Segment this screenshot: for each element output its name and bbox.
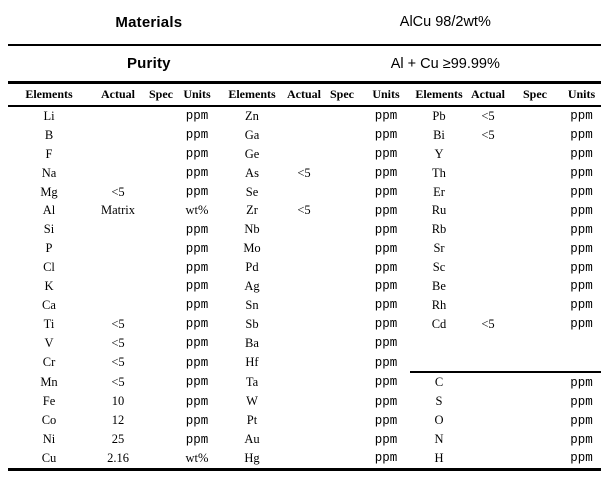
spec-cell-g2 (322, 411, 362, 430)
actual-value-cell-g1 (90, 145, 146, 164)
actual-value-cell-g3 (468, 449, 508, 468)
units-cell-g1: ppm (185, 375, 209, 390)
element-symbol-cell-g2: Hf (245, 355, 259, 370)
units-cell-g3: ppm (570, 185, 593, 199)
element-symbol-cell-g3: Rb (431, 222, 447, 237)
units-cell-g2: ppm (374, 432, 398, 447)
units-cell-g2: ppm (374, 298, 398, 313)
element-symbol-cell-g1: F (45, 146, 53, 161)
spec-cell-g3 (508, 145, 562, 164)
spec-cell-g2 (322, 126, 362, 145)
units-cell-g2: ppm (374, 260, 398, 275)
column-header-units-g1: Units (176, 84, 218, 106)
element-symbol-cell-g3: Pb (432, 108, 446, 123)
column-header-elements-g3: Elements (410, 84, 468, 106)
actual-value-cell-g3 (468, 201, 508, 220)
spec-cell-g2 (322, 277, 362, 296)
units-cell-g2: ppm (374, 375, 398, 390)
units-cell-g1: ppm (185, 317, 209, 332)
element-symbol-cell-g3: Th (432, 165, 446, 180)
element-symbol-cell-g1: B (44, 127, 54, 142)
spec-cell-g1 (146, 334, 176, 353)
actual-value-cell-g3: <5 (481, 316, 495, 331)
actual-value-cell-g1 (90, 258, 146, 277)
table-row (8, 145, 601, 164)
units-cell-g3: ppm (570, 451, 593, 466)
actual-value-cell-g2: <5 (297, 165, 311, 180)
element-symbol-cell-g2: Pt (246, 413, 258, 428)
table-row (8, 430, 601, 449)
units-cell-g1: ppm (185, 413, 209, 428)
units-cell-g1: ppm (185, 394, 209, 409)
element-symbol-cell-g1: Na (41, 165, 57, 180)
materials-row (0, 0, 610, 44)
units-cell-g2: ppm (374, 451, 398, 466)
actual-value-cell-g1: <5 (111, 184, 125, 199)
units-cell-g1: wt% (185, 450, 209, 465)
element-symbol-cell-g3: C (410, 372, 468, 392)
units-cell-g2: ppm (374, 336, 398, 351)
spec-cell-g2 (322, 315, 362, 334)
column-header-spec-g3: Spec (508, 84, 562, 106)
actual-value-cell-g2 (286, 183, 322, 202)
spec-cell-g3 (508, 411, 562, 430)
actual-value-cell-g2 (286, 145, 322, 164)
units-cell-g1: ppm (185, 109, 209, 124)
spec-cell-g1 (146, 258, 176, 277)
units-cell-g3: ppm (570, 317, 593, 332)
units-cell-g2: ppm (374, 128, 398, 143)
actual-value-cell-g3 (468, 220, 508, 239)
actual-value-cell-g2 (286, 334, 322, 353)
spec-cell-g3 (508, 239, 562, 258)
units-cell-g1: ppm (185, 260, 209, 275)
actual-value-cell-g1 (90, 277, 146, 296)
units-cell-g2: ppm (374, 279, 398, 294)
units-cell-g1: ppm (185, 128, 209, 143)
element-symbol-cell-g3: Sr (433, 241, 445, 256)
spec-cell-g3 (508, 183, 562, 202)
table-row (8, 277, 601, 296)
spec-cell-g2 (322, 372, 362, 392)
units-cell-g2: ppm (374, 166, 398, 181)
spec-cell-g1 (146, 183, 176, 202)
materials-value: AlCu 98/2wt% (399, 14, 491, 30)
table-row (8, 201, 601, 220)
element-symbol-cell-g3: S (435, 394, 443, 409)
elements-table-head (8, 84, 601, 106)
units-cell-g1: wt% (185, 203, 209, 218)
spec-cell-g1 (146, 220, 176, 239)
element-symbol-cell-g2: Ge (244, 146, 260, 161)
spec-cell-g2 (322, 392, 362, 411)
element-symbol-cell-g3 (410, 334, 468, 353)
element-symbol-cell-g1: Al (42, 203, 56, 218)
units-cell-g2: ppm (374, 203, 398, 218)
spec-cell-g2 (322, 296, 362, 315)
column-header-actual-g1: Actual (90, 84, 146, 106)
table-row (8, 334, 601, 353)
element-symbol-cell-g2: Se (245, 184, 259, 199)
units-cell-g3 (562, 334, 601, 353)
actual-value-cell-g1: 12 (111, 413, 125, 428)
table-row (8, 372, 601, 392)
element-symbol-cell-g2: Pd (245, 260, 259, 275)
units-cell-g1: ppm (185, 432, 209, 447)
table-bottom-rule (8, 468, 601, 471)
column-header-actual-g2: Actual (286, 84, 322, 106)
element-symbol-cell-g1: Si (43, 222, 55, 237)
column-header-units-g3: Units (562, 84, 601, 106)
actual-value-cell-g1: <5 (111, 355, 125, 370)
spec-cell-g2 (322, 145, 362, 164)
spec-cell-g2 (322, 239, 362, 258)
spec-cell-g1 (146, 164, 176, 183)
units-cell-g3: ppm (562, 372, 601, 392)
column-header-elements-g2: Elements (218, 84, 286, 106)
element-symbol-cell-g1: Co (41, 413, 57, 428)
actual-value-cell-g1: <5 (111, 374, 125, 389)
element-symbol-cell-g1: Cr (42, 355, 56, 370)
element-symbol-cell-g3: Be (432, 278, 446, 293)
units-cell-g3: ppm (570, 222, 593, 237)
spec-cell-g1 (146, 296, 176, 315)
element-symbol-cell-g3: Er (433, 184, 445, 199)
units-cell-g2: ppm (374, 413, 398, 428)
actual-value-cell-g2 (286, 392, 322, 411)
spec-cell-g2 (322, 183, 362, 202)
element-symbol-cell-g3: N (434, 432, 444, 447)
spec-cell-g3 (508, 126, 562, 145)
element-symbol-cell-g2: Ba (245, 335, 259, 350)
spec-cell-g3 (508, 372, 562, 392)
element-symbol-cell-g1: Ni (42, 432, 56, 447)
actual-value-cell-g3 (468, 164, 508, 183)
units-cell-g1: ppm (185, 279, 209, 294)
units-cell-g3: ppm (570, 260, 593, 275)
element-symbol-cell-g2: Sn (245, 297, 259, 312)
table-row (8, 353, 601, 373)
element-symbol-cell-g3: Sc (432, 260, 446, 275)
actual-value-cell-g2 (286, 106, 322, 126)
units-cell-g2: ppm (374, 109, 398, 124)
actual-value-cell-g3 (468, 145, 508, 164)
spec-cell-g2 (322, 258, 362, 277)
spec-cell-g1 (146, 126, 176, 145)
units-cell-g1: ppm (185, 355, 209, 370)
units-cell-g3: ppm (570, 394, 593, 409)
element-symbol-cell-g2: Ag (244, 278, 260, 293)
column-header-spec-g2: Spec (322, 84, 362, 106)
actual-value-cell-g1 (90, 220, 146, 239)
element-symbol-cell-g2: Ga (244, 127, 260, 142)
element-symbol-cell-g2: Zn (245, 108, 259, 123)
actual-value-cell-g3 (468, 353, 508, 373)
spec-cell-g1 (146, 353, 176, 373)
element-symbol-cell-g1: Ca (42, 297, 56, 312)
column-header-row (8, 84, 601, 106)
units-cell-g3: ppm (570, 432, 593, 447)
element-symbol-cell-g3: Y (434, 146, 444, 161)
units-cell-g3: ppm (570, 413, 593, 428)
element-symbol-cell-g1: Mg (40, 184, 58, 199)
units-cell-g2: ppm (374, 185, 398, 199)
units-cell-g1: ppm (185, 147, 209, 162)
purity-label: Purity (126, 55, 171, 72)
table-row (8, 315, 601, 334)
element-symbol-cell-g1: Cu (41, 450, 57, 465)
units-cell-g1: ppm (185, 185, 209, 199)
table-row (8, 126, 601, 145)
table-row (8, 449, 601, 468)
spec-cell-g1 (146, 239, 176, 258)
units-cell-g2: ppm (374, 222, 398, 237)
spec-cell-g1 (146, 145, 176, 164)
actual-value-cell-g1: <5 (111, 335, 125, 350)
spec-cell-g1 (146, 430, 176, 449)
units-cell-g3: ppm (570, 241, 593, 256)
units-cell-g3: ppm (570, 298, 593, 313)
units-cell-g2: ppm (374, 317, 398, 332)
element-symbol-cell-g2: Sb (245, 316, 259, 331)
actual-value-cell-g1 (90, 126, 146, 145)
units-cell-g1: ppm (185, 298, 209, 313)
column-header-units-g2: Units (362, 84, 410, 106)
actual-value-cell-g2 (286, 258, 322, 277)
element-symbol-cell-g3: Cd (431, 316, 447, 331)
actual-value-cell-g2 (286, 430, 322, 449)
spec-cell-g1 (146, 201, 176, 220)
spec-cell-g1 (146, 449, 176, 468)
table-row (8, 411, 601, 430)
column-header-spec-g1: Spec (146, 84, 176, 106)
element-symbol-cell-g1: Mn (40, 374, 58, 389)
spec-cell-g2 (322, 353, 362, 373)
element-symbol-cell-g3: Ru (431, 203, 447, 218)
actual-value-cell-g2 (286, 220, 322, 239)
actual-value-cell-g3 (468, 334, 508, 353)
spec-cell-g2 (322, 106, 362, 126)
spec-cell-g3 (508, 315, 562, 334)
actual-value-cell-g1 (90, 164, 146, 183)
actual-value-cell-g3 (468, 430, 508, 449)
actual-value-cell-g3 (468, 183, 508, 202)
spec-cell-g3 (508, 449, 562, 468)
units-cell-g2: ppm (374, 394, 398, 409)
actual-value-cell-g1: 25 (111, 432, 125, 447)
actual-value-cell-g2 (286, 449, 322, 468)
spec-cell-g3 (508, 430, 562, 449)
element-symbol-cell-g3: O (434, 413, 444, 428)
units-cell-g1: ppm (185, 241, 209, 256)
actual-value-cell-g2 (286, 372, 322, 392)
table-row (8, 106, 601, 126)
element-symbol-cell-g2: As (245, 165, 259, 180)
units-cell-g2: ppm (374, 147, 398, 162)
units-cell-g3 (562, 353, 601, 373)
spec-cell-g2 (322, 220, 362, 239)
column-header-elements-g1: Elements (8, 84, 90, 106)
spec-cell-g1 (146, 106, 176, 126)
actual-value-cell-g3 (468, 392, 508, 411)
spec-cell-g2 (322, 430, 362, 449)
elements-table-body (8, 106, 601, 468)
actual-value-cell-g2 (286, 277, 322, 296)
materials-label: Materials (115, 13, 183, 31)
spec-cell-g2 (322, 201, 362, 220)
spec-cell-g2 (322, 449, 362, 468)
elements-table (8, 84, 601, 468)
actual-value-cell-g1: <5 (111, 316, 125, 331)
table-row (8, 239, 601, 258)
spec-cell-g3 (508, 392, 562, 411)
units-cell-g1: ppm (185, 336, 209, 351)
spec-cell-g3 (508, 353, 562, 373)
actual-value-cell-g3 (468, 239, 508, 258)
units-cell-g3: ppm (570, 279, 593, 294)
units-cell-g3: ppm (570, 203, 593, 218)
actual-value-cell-g1 (90, 106, 146, 126)
spec-cell-g1 (146, 277, 176, 296)
spec-cell-g3 (508, 106, 562, 126)
element-symbol-cell-g1: Cl (43, 260, 55, 275)
actual-value-cell-g3 (468, 372, 508, 392)
actual-value-cell-g2 (286, 126, 322, 145)
element-symbol-cell-g2: Au (244, 432, 260, 447)
element-symbol-cell-g1: V (44, 335, 54, 350)
element-symbol-cell-g1: Li (43, 108, 55, 123)
element-symbol-cell-g3 (410, 353, 468, 373)
spec-cell-g2 (322, 334, 362, 353)
table-row (8, 258, 601, 277)
units-cell-g1: ppm (185, 166, 209, 181)
actual-value-cell-g2 (286, 411, 322, 430)
actual-value-cell-g2: <5 (297, 203, 311, 218)
spec-cell-g1 (146, 315, 176, 334)
units-cell-g2: ppm (374, 241, 398, 256)
units-cell-g3: ppm (570, 109, 593, 124)
spec-cell-g3 (508, 334, 562, 353)
element-symbol-cell-g2: Nb (244, 222, 260, 237)
element-symbol-cell-g3: Bi (433, 127, 445, 142)
element-symbol-cell-g1: K (44, 278, 54, 293)
table-row (8, 220, 601, 239)
spec-cell-g3 (508, 277, 562, 296)
column-header-actual-g3: Actual (468, 84, 508, 106)
element-symbol-cell-g2: W (246, 394, 258, 409)
actual-value-cell-g3 (468, 258, 508, 277)
table-row (8, 164, 601, 183)
spec-cell-g3 (508, 258, 562, 277)
purity-value: Al + Cu ≥99.99% (390, 55, 500, 72)
spec-cell-g1 (146, 372, 176, 392)
actual-value-cell-g3: <5 (481, 108, 495, 123)
units-cell-g3: ppm (570, 147, 593, 162)
actual-value-cell-g3 (468, 277, 508, 296)
element-symbol-cell-g2: Zr (246, 203, 258, 218)
units-cell-g3: ppm (570, 166, 593, 181)
purity-row (0, 46, 610, 81)
element-symbol-cell-g2: Ta (245, 374, 259, 389)
actual-value-cell-g2 (286, 353, 322, 373)
spec-cell-g1 (146, 392, 176, 411)
actual-value-cell-g1 (90, 239, 146, 258)
element-symbol-cell-g1: Ti (43, 316, 55, 331)
element-symbol-cell-g1: Fe (42, 394, 56, 409)
spec-cell-g3 (508, 201, 562, 220)
actual-value-cell-g2 (286, 239, 322, 258)
actual-value-cell-g3 (468, 296, 508, 315)
spec-cell-g2 (322, 164, 362, 183)
actual-value-cell-g2 (286, 315, 322, 334)
element-symbol-cell-g1: P (45, 241, 53, 256)
element-symbol-cell-g2: Hg (244, 450, 260, 465)
actual-value-cell-g3 (468, 411, 508, 430)
table-row (8, 392, 601, 411)
units-cell-g1: ppm (185, 222, 209, 237)
spec-cell-g3 (508, 164, 562, 183)
element-symbol-cell-g3: H (434, 450, 444, 465)
actual-value-cell-g1: 10 (111, 394, 125, 409)
actual-value-cell-g1: Matrix (100, 203, 136, 218)
actual-value-cell-g3: <5 (481, 127, 495, 142)
actual-value-cell-g2 (286, 296, 322, 315)
units-cell-g3: ppm (570, 128, 593, 143)
table-row (8, 183, 601, 202)
spec-cell-g3 (508, 296, 562, 315)
units-cell-g2: ppm (374, 355, 398, 370)
spec-cell-g3 (508, 220, 562, 239)
actual-value-cell-g1: 2.16 (107, 450, 129, 465)
actual-value-cell-g1 (90, 296, 146, 315)
element-symbol-cell-g2: Mo (243, 241, 261, 256)
spec-cell-g1 (146, 411, 176, 430)
element-symbol-cell-g3: Rh (431, 297, 447, 312)
table-row (8, 296, 601, 315)
